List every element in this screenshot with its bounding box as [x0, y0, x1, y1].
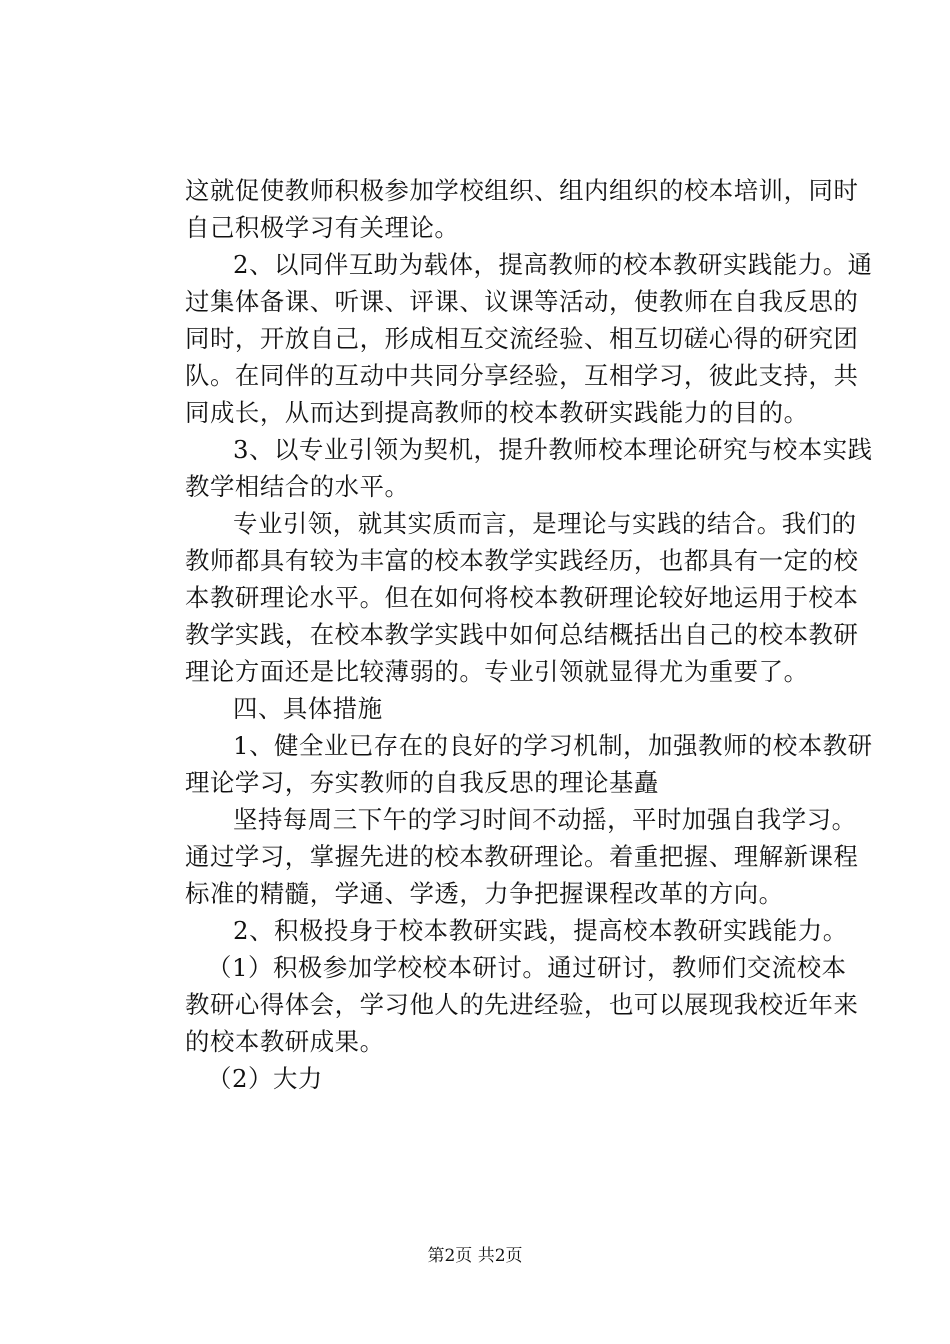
text-line: 坚持每周三下午的学习时间不动摇，平时加强自我学习。: [233, 805, 857, 834]
text-line: 过集体备课、听课、评课、议课等活动，使教师在自我反思的: [185, 287, 859, 316]
text-line: 教研心得体会，学习他人的先进经验，也可以展现我校近年来: [185, 990, 859, 1019]
text-line: 通过学习，掌握先进的校本教研理论。着重把握、理解新课程: [185, 842, 859, 871]
text-line: 3、以专业引领为契机，提升教师校本理论研究与校本实践: [233, 435, 873, 464]
text-line: （2）大力: [207, 1064, 323, 1093]
text-line: 的校本教研成果。: [185, 1027, 385, 1056]
text-line: 教师都具有较为丰富的校本教学实践经历，也都具有一定的校: [185, 546, 859, 575]
text-line: 1、健全业已存在的良好的学习机制，加强教师的校本教研: [233, 731, 873, 760]
text-line: 教学实践，在校本教学实践中如何总结概括出自己的校本教研: [185, 620, 859, 649]
text-line: 2、积极投身于校本教研实践，提高校本教研实践能力。: [233, 916, 848, 945]
text-line: 同成长，从而达到提高教师的校本教研实践能力的目的。: [185, 398, 809, 427]
text-line: 队。在同伴的互动中共同分享经验，互相学习，彼此支持，共: [185, 361, 859, 390]
text-line: 教学相结合的水平。: [185, 472, 410, 501]
text-line: 理论学习，夯实教师的自我反思的理论基矗: [185, 768, 659, 797]
page-number-label: 第2页 共2页: [427, 1246, 523, 1266]
page-footer: [0, 1244, 950, 1268]
text-line: 这就促使教师积极参加学校组织、组内组织的校本培训，同时: [185, 176, 859, 205]
text-line: （1）积极参加学校校本研讨。通过研讨，教师们交流校本: [207, 953, 847, 982]
text-line: 四、具体措施: [233, 694, 383, 723]
text-line: 专业引领，就其实质而言，是理论与实践的结合。我们的: [233, 509, 857, 538]
text-line: 2、以同伴互助为载体，提高教师的校本教研实践能力。通: [233, 250, 873, 279]
text-line: 理论方面还是比较薄弱的。专业引领就显得尤为重要了。: [185, 657, 809, 686]
text-line: 标准的精髓，学通、学透，力争把握课程改革的方向。: [185, 879, 784, 908]
text-line: 本教研理论水平。但在如何将校本教研理论较好地运用于校本: [185, 583, 859, 612]
text-line: 自己积极学习有关理论。: [185, 213, 460, 242]
text-line: 同时，开放自己，形成相互交流经验、相互切磋心得的研究团: [185, 324, 859, 353]
document-body: [185, 172, 873, 1097]
